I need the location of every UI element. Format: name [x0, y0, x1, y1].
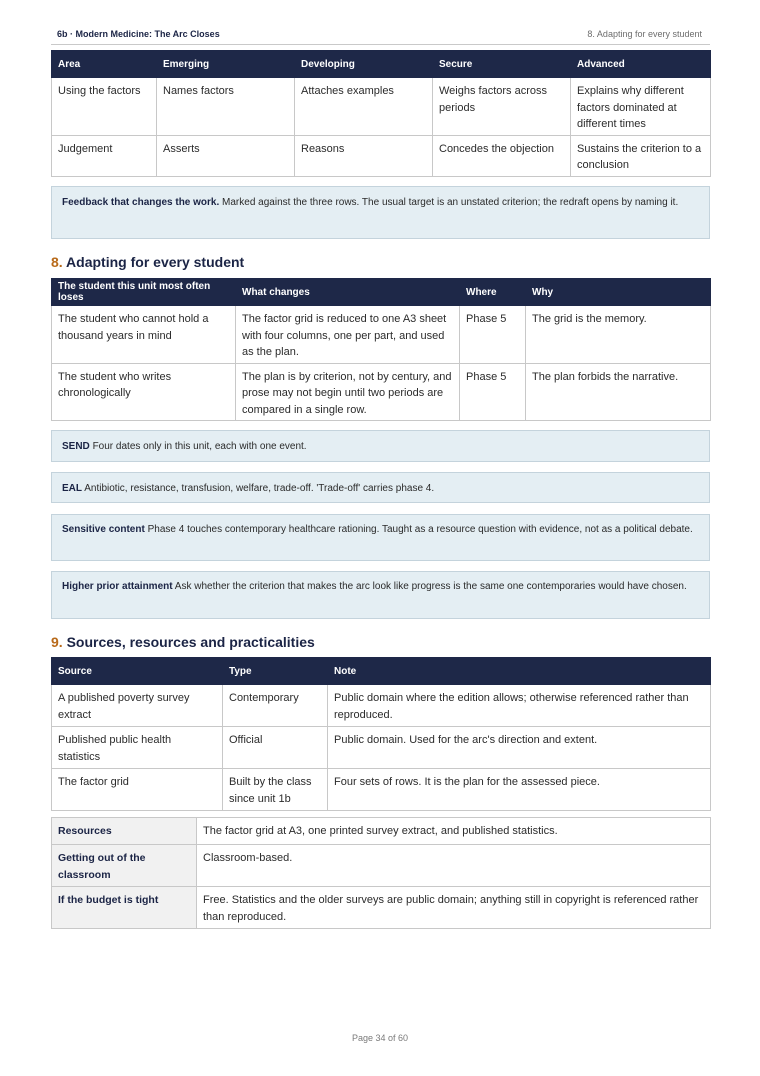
table-cell: Concedes the objection — [433, 135, 571, 176]
table-cell: Public domain where the edition allows; otherwise referenced rather than reproduced. — [328, 685, 711, 727]
section-9-title: Sources, resources and practicalities — [62, 634, 315, 650]
higher-attainment-text: Ask whether the criterion that makes the arc look like progress is the same one contemporaries would have chosen. — [172, 581, 687, 592]
adaptations-header-row — [52, 279, 711, 306]
table-cell: Judgement — [52, 135, 157, 176]
table-cell: The factor grid — [52, 769, 223, 811]
section-9-heading — [51, 634, 315, 650]
table-cell: Public domain. Used for the arc's direction and extent. — [328, 727, 711, 769]
section-9-number: 9. — [51, 634, 63, 650]
practicality-key: Resources — [52, 818, 197, 845]
table-row — [52, 887, 711, 929]
table-cell: Official — [223, 727, 328, 769]
table-row — [52, 306, 711, 364]
table-row — [52, 727, 711, 769]
feedback-callout — [51, 186, 710, 239]
table-cell: Explains why different factors dominated at different times — [571, 78, 711, 136]
rubric-col-emerging: Emerging — [157, 51, 295, 78]
table-cell: The grid is the memory. — [526, 306, 711, 364]
practicality-value: Free. Statistics and the older surveys are public domain; anything still in copyright is referenced rather than reproduced. — [197, 887, 711, 929]
section-8-title: Adapting for every student — [62, 254, 245, 270]
table-cell: The plan forbids the narrative. — [526, 363, 711, 421]
adaptations-col-why: Why — [526, 279, 711, 306]
feedback-label: Feedback that changes the work. — [62, 197, 220, 208]
table-row — [52, 685, 711, 727]
practicality-key: If the budget is tight — [52, 887, 197, 929]
running-header-title: 6b · Modern Medicine: The Arc Closes — [57, 29, 220, 39]
rubric-col-area: Area — [52, 51, 157, 78]
sources-table — [51, 657, 711, 811]
table-row — [52, 363, 711, 421]
higher-attainment-label: Higher prior attainment — [62, 581, 173, 592]
send-text: Four dates only in this unit, each with one event. — [89, 441, 307, 452]
rubric-col-developing: Developing — [295, 51, 433, 78]
table-cell: The plan is by criterion, not by century, and prose may not begin until two periods are compared in a single row. — [236, 363, 460, 421]
table-cell: The student who writes chronologically — [52, 363, 236, 421]
table-cell: Using the factors — [52, 78, 157, 136]
sensitive-content-text: Phase 4 touches contemporary healthcare rationing. Taught as a resource question with evidence, not as a political debate. — [144, 524, 693, 535]
table-cell: Phase 5 — [460, 363, 526, 421]
practicality-key: Getting out of the classroom — [52, 845, 197, 887]
adaptations-table — [51, 278, 711, 421]
adaptations-col-student: The student this unit most often loses — [52, 279, 236, 306]
rubric-header-row — [52, 51, 711, 78]
eal-note — [51, 472, 710, 503]
sources-col-source: Source — [52, 658, 223, 685]
sensitive-content-label: Sensitive content — [62, 524, 145, 535]
table-cell: A published poverty survey extract — [52, 685, 223, 727]
rubric-col-advanced: Advanced — [571, 51, 711, 78]
section-8-heading — [51, 254, 244, 270]
send-label: SEND — [62, 441, 90, 452]
eal-label: EAL — [62, 483, 82, 494]
table-cell: Weighs factors across periods — [433, 78, 571, 136]
table-row — [52, 769, 711, 811]
adaptations-col-where: Where — [460, 279, 526, 306]
adaptations-col-changes: What changes — [236, 279, 460, 306]
table-cell: The student who cannot hold a thousand years in mind — [52, 306, 236, 364]
practicalities-table — [51, 817, 711, 929]
sources-header-row — [52, 658, 711, 685]
table-cell: Phase 5 — [460, 306, 526, 364]
table-row — [52, 78, 711, 136]
table-cell: Four sets of rows. It is the plan for the assessed piece. — [328, 769, 711, 811]
table-cell: Contemporary — [223, 685, 328, 727]
table-cell: Names factors — [157, 78, 295, 136]
table-row — [52, 135, 711, 176]
practicality-value: Classroom-based. — [197, 845, 711, 887]
send-note — [51, 430, 710, 462]
feedback-text: Marked against the three rows. The usual target is an unstated criterion; the redraft opens by naming it. — [219, 197, 679, 208]
table-cell: Asserts — [157, 135, 295, 176]
table-cell: Published public health statistics — [52, 727, 223, 769]
table-cell: Built by the class since unit 1b — [223, 769, 328, 811]
higher-attainment-note — [51, 571, 710, 619]
table-cell: Reasons — [295, 135, 433, 176]
table-row — [52, 845, 711, 887]
eal-text: Antibiotic, resistance, transfusion, welfare, trade-off. 'Trade-off' carries phase 4. — [82, 483, 435, 494]
table-cell: The factor grid is reduced to one A3 sheet with four columns, one per part, and used as the plan. — [236, 306, 460, 364]
rubric-table — [51, 50, 711, 177]
section-8-number: 8. — [51, 254, 63, 270]
running-header-section: 8. Adapting for every student — [587, 29, 702, 39]
sensitive-content-note — [51, 514, 710, 561]
table-cell: Attaches examples — [295, 78, 433, 136]
page-number: Page 34 of 60 — [351, 1033, 409, 1043]
table-cell: Sustains the criterion to a conclusion — [571, 135, 711, 176]
sources-col-note: Note — [328, 658, 711, 685]
sources-col-type: Type — [223, 658, 328, 685]
practicality-value: The factor grid at A3, one printed survey extract, and published statistics. — [197, 818, 711, 845]
table-row — [52, 818, 711, 845]
running-header — [51, 28, 710, 45]
rubric-col-secure: Secure — [433, 51, 571, 78]
